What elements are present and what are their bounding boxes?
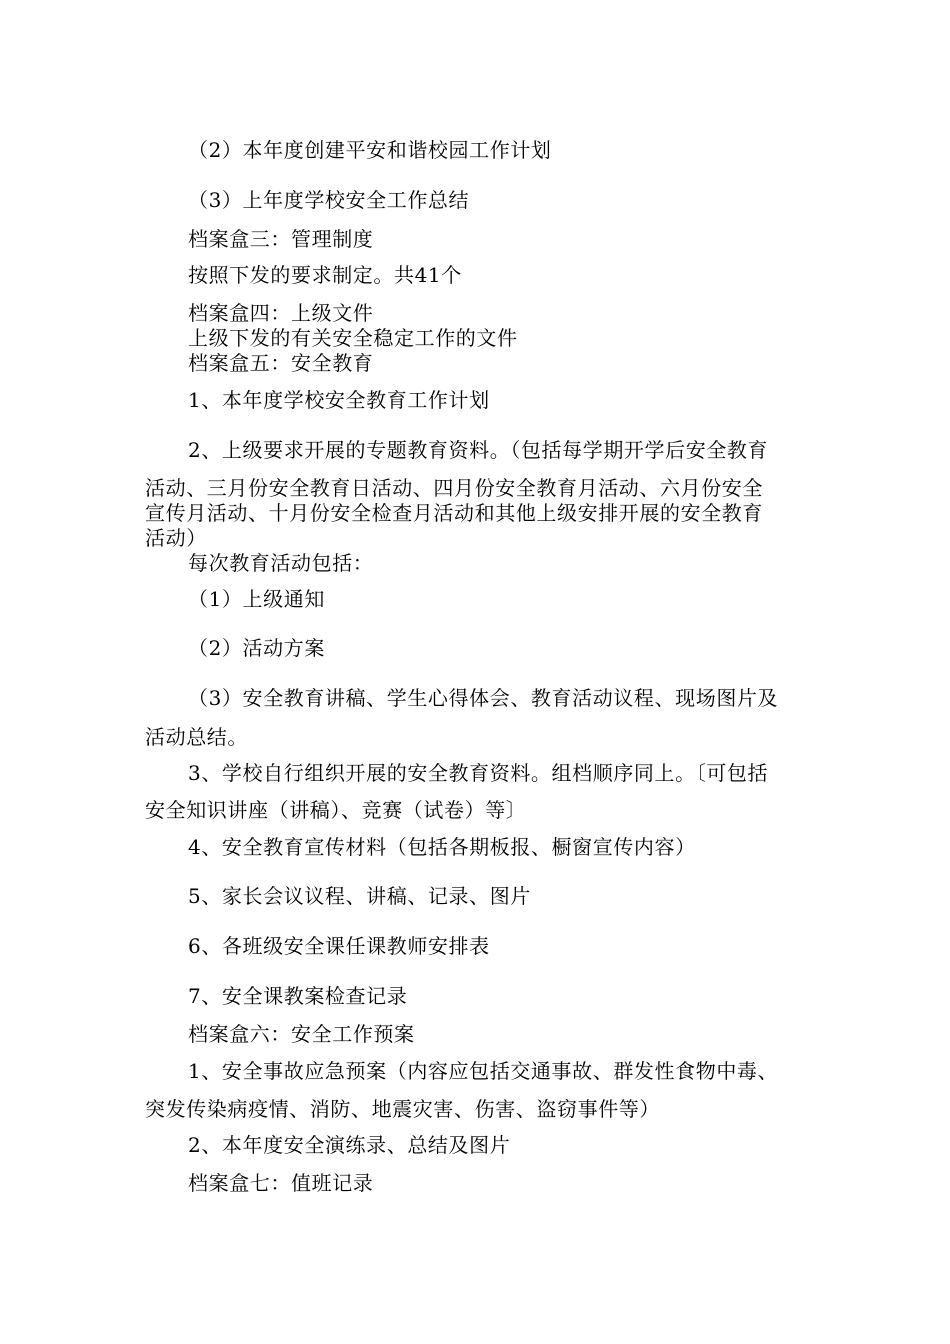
list-item: 1、本年度学校安全教育工作计划 [188, 388, 490, 412]
text-line: 活动） [145, 526, 207, 550]
list-item: 3、学校自行组织开展的安全教育资料。组档顺序同上。〔可包括 [188, 761, 769, 785]
list-item: 7、安全课教案检查记录 [188, 984, 408, 1008]
section-heading: 档案盒三：管理制度 [188, 227, 374, 251]
text-line: （2）本年度创建平安和谐校园工作计划 [188, 138, 552, 162]
text-line: 上级下发的有关安全稳定工作的文件 [188, 326, 518, 350]
text-line: 突发传染病疫情、消防、地震灾害、伤害、盗窃事件等） [145, 1097, 660, 1121]
text-line: 按照下发的要求制定。共41个 [188, 263, 462, 287]
text-line: 安全知识讲座（讲稿）、竞赛（试卷）等〕 [145, 798, 527, 822]
section-heading: 档案盒五：安全教育 [188, 351, 374, 375]
text-line: 活动、三月份安全教育日活动、四月份安全教育月活动、六月份安全 [145, 476, 763, 500]
text-line: 活动总结。 [145, 725, 248, 749]
list-item: 5、家长会议议程、讲稿、记录、图片 [188, 884, 531, 908]
list-item: （1）上级通知 [188, 587, 325, 611]
list-item: （3）安全教育讲稿、学生心得体会、教育活动议程、现场图片及 [188, 686, 779, 710]
section-heading: 档案盒四：上级文件 [188, 301, 374, 325]
text-line: （3）上年度学校安全工作总结 [188, 188, 470, 212]
section-heading: 档案盒六：安全工作预案 [188, 1022, 415, 1046]
list-item: 2、上级要求开展的专题教育资料。（包括每学期开学后安全教育 [188, 438, 769, 462]
section-heading: 档案盒七：值班记录 [188, 1171, 374, 1195]
list-item: 4、安全教育宣传材料（包括各期板报、橱窗宣传内容） [188, 835, 696, 859]
list-item: 1、安全事故应急预案（内容应包括交通事故、群发性食物中毒、 [188, 1059, 779, 1083]
list-item: （2）活动方案 [188, 636, 325, 660]
text-line: 每次教育活动包括： [188, 551, 374, 575]
list-item: 6、各班级安全课任课教师安排表 [188, 934, 490, 958]
text-line: 宣传月活动、十月份安全检查月活动和其他上级安排开展的安全教育 [145, 501, 763, 525]
list-item: 2、本年度安全演练录、总结及图片 [188, 1133, 511, 1157]
